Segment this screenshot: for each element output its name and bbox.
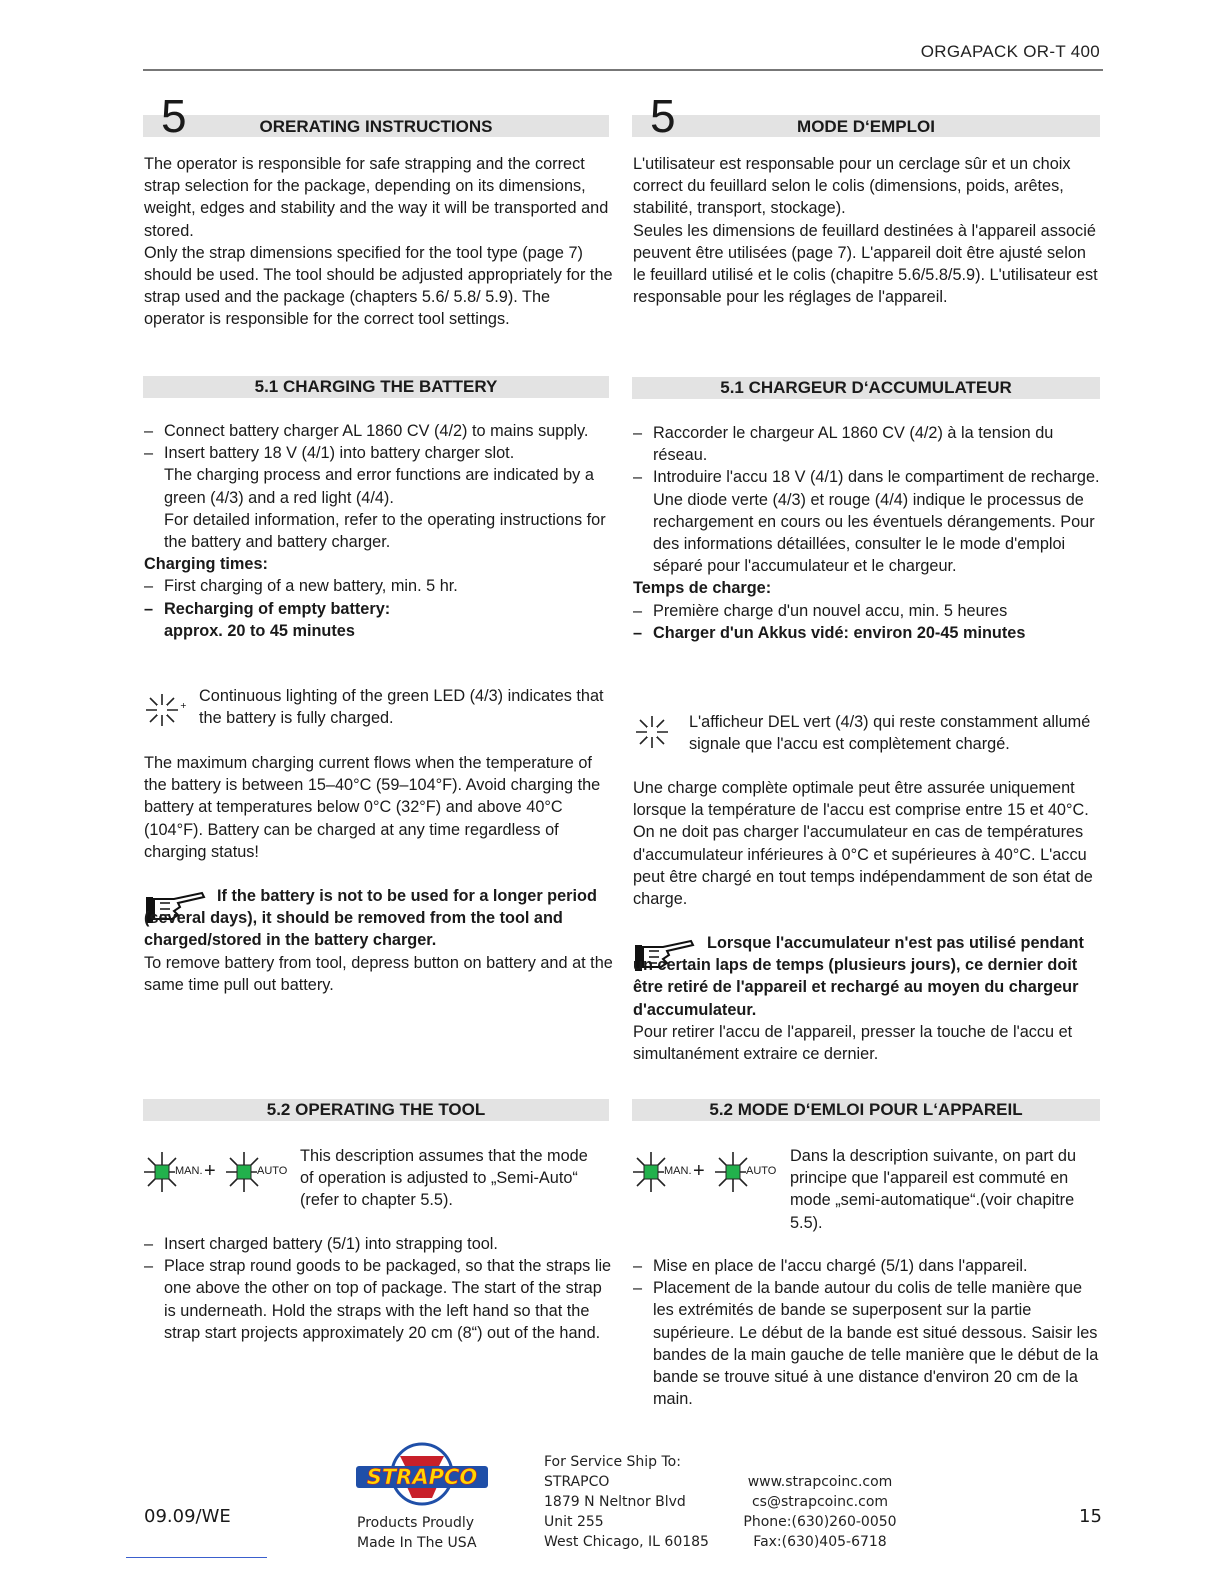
left-mode-indicators (142, 1148, 302, 1198)
document-header-title: ORGAPACK OR-T 400 (920, 42, 1100, 61)
list-item: – Première charge d'un nouvel accu, min. 5 heures (633, 600, 1103, 622)
right-chapter-header (632, 90, 1100, 142)
ship-to-line: For Service Ship To: (544, 1454, 681, 1470)
footer-slogan (357, 1513, 477, 1553)
svg-text:+: + (180, 701, 187, 710)
left-section-5-2-body (144, 1233, 614, 1344)
right-mode-indicators (631, 1148, 791, 1198)
list-item: – Place strap round goods to be packaged, so that the straps lie one above the other on top of package. The start of the strap is underneath. Hold the straps with the left hand so that the strap start projects approximately 20 cm (8“) out of the hand. (144, 1255, 614, 1344)
auto-label: AUTO (257, 1165, 288, 1177)
right-charging-times-label: Temps de charge: (633, 579, 772, 598)
right-intro-paragraph: Seules les dimensions de feuillard destinées à l'appareil associé peuvent être utilisées (page 7). L'appareil doit être ajusté selon le feuillard utilisé et le colis (chapitre 5.6/5.8/5.9). L'utilisateur est responsable pour les réglages de l'appareil. (633, 221, 1098, 307)
list-item-bold: – Charger d'un Akkus vidé: environ 20-45 minutes (633, 622, 1103, 644)
right-chapter-number: 5 (650, 90, 676, 142)
left-section-5-1-title: 5.1 CHARGING THE BATTERY (143, 376, 609, 398)
footer-date: 09.09/WE (144, 1506, 231, 1527)
right-section-5-2-body (633, 1255, 1103, 1410)
led-blink-icon (632, 712, 672, 752)
header-rule (143, 69, 1103, 71)
left-chapter-title: ORERATING INSTRUCTIONS (259, 117, 493, 136)
list-item: – Insert battery 18 V (4/1) into battery charger slot. (144, 442, 614, 464)
ship-to-line: 1879 N Neltnor Blvd (544, 1494, 686, 1510)
footer-ship-to (544, 1452, 709, 1552)
left-chapter-number: 5 (161, 90, 187, 142)
man-label: MAN. (175, 1165, 203, 1177)
plus-sign: + (693, 1160, 705, 1182)
contact-website: www.strapcoinc.com (747, 1474, 893, 1490)
left-max-current-text: The maximum charging current flows when the temperature of the battery is between 15–40°C (59–104°F). Avoid charging the battery at temperatures below 0°C (32°F) and above 40°C (104°F). Battery can be charged at any time regardless of charging status! (144, 754, 601, 861)
right-mode-description: Dans la description suivante, on part du principe que l'appareil est commuté en mode „semi-automatique“.(voir chapitre 5.5). (790, 1147, 1076, 1232)
right-section-5-1-title: 5.1 CHARGEUR D‘ACCUMULATEUR (632, 377, 1100, 399)
strapco-logo (352, 1440, 492, 1510)
list-item: – Connect battery charger AL 1860 CV (4/2) to mains supply. (144, 420, 614, 442)
page-number: 15 (1079, 1506, 1102, 1527)
auto-label: AUTO (746, 1165, 777, 1177)
list-item: – Placement de la bande autour du colis de telle manière que les extrémités de bande se superposent sur la partie supérieure. Le début de la bande est situé dessous. Saisir les bandes de la main gauche de telle manière que le début de la bande se trouve situé à une distance d'environ 20 cm de la main. (633, 1277, 1103, 1410)
recharge-duration: approx. 20 to 45 minutes (164, 621, 355, 640)
left-note-bold: If the battery is not to be used for a longer period (several days), it should be removed from the tool and charged/stored in the battery charger. (144, 887, 597, 950)
left-charging-process-text: The charging process and error functions are indicated by a green (4/3) and a red light (4/4). (164, 466, 594, 507)
right-charging-process-text: Une diode verte (4/3) et rouge (4/4) indique le processus de rechargement en cours ou les éventuels dérangements. Pour des informations détaillées, consulter le le mode d'emploi séparé pour l'accumulateur et le chargeur. (653, 490, 1095, 576)
footer-contact (735, 1472, 905, 1552)
list-item: – Raccorder le chargeur AL 1860 CV (4/2) à la tension du réseau. (633, 422, 1103, 466)
right-max-current-text: Une charge complète optimale peut être assurée uniquement lorsque la température de l'accu est comprise entre 15 et 40°C. On ne doit pas charger l'accumulateur en cas de températures d'accumulateur inférieures à 0°C et supérieures à 40°C. L'accu peut être chargé en tout temps indépendamment de son état de charge. (633, 779, 1093, 909)
left-chapter-header (143, 90, 609, 142)
right-note-bold: Lorsque l'accumulateur n'est pas utilisé pendant un certain laps de temps (plusieurs jours), ce dernier doit être retiré de l'appareil et rechargé au moyen du chargeur d'accumulateur. (633, 934, 1084, 1019)
left-section-5-2-title: 5.2 OPERATING THE TOOL (143, 1099, 609, 1121)
left-mode-description: This description assumes that the mode of operation is adjusted to „Semi-Auto“ (refer to chapter 5.5). (300, 1147, 588, 1210)
left-charging-times-label: Charging times: (144, 555, 268, 574)
left-led-note: Continuous lighting of the green LED (4/3) indicates that the battery is fully charged. (199, 687, 604, 728)
slogan-line: Made In The USA (357, 1535, 477, 1551)
contact-email: cs@strapcoinc.com (751, 1494, 889, 1510)
left-intro-paragraph: Only the strap dimensions specified for the tool type (page 7) should be used. The tool should be adjusted appropriately for the strap used and the package (chapters 5.6/ 5.8/ 5.9). The operator is responsible for the correct tool settings. (144, 243, 613, 329)
ship-to-line: STRAPCO (544, 1474, 610, 1490)
led-blink-icon (142, 690, 187, 730)
list-item: – Insert charged battery (5/1) into strapping tool. (144, 1233, 614, 1255)
plus-sign: + (204, 1160, 216, 1182)
man-label: MAN. (664, 1165, 692, 1177)
right-section-5-1-body (633, 422, 1103, 644)
list-item: – Mise en place de l'accu chargé (5/1) dans l'appareil. (633, 1255, 1103, 1277)
right-note-plain: Pour retirer l'accu de l'appareil, presser la touche de l'accu et simultanément extraire ce dernier. (633, 1022, 1073, 1064)
right-section-5-2-title: 5.2 MODE D‘EMLOI POUR L‘APPAREIL (632, 1099, 1100, 1121)
right-note-block (633, 932, 1103, 1065)
right-intro-paragraph: L'utilisateur est responsable pour un cerclage sûr et un choix correct du feuillard selon le colis (dimensions, poids, arêtes, stabilité, transport, stockage). (633, 155, 1071, 218)
slogan-line: Products Proudly (357, 1515, 475, 1531)
left-note-block (144, 885, 614, 996)
recharge-label: Recharging of empty battery: (164, 599, 391, 618)
bottom-rule (126, 1557, 267, 1558)
contact-phone: Phone:(630)260-0050 (743, 1514, 897, 1530)
list-item: – First charging of a new battery, min. 5 hr. (144, 575, 614, 597)
right-intro (633, 153, 1103, 308)
left-section-5-1-body (144, 420, 614, 642)
left-intro (144, 153, 614, 331)
right-chapter-title: MODE D‘EMPLOI (797, 117, 935, 136)
left-intro-paragraph: The operator is responsible for safe strapping and the correct strap selection for the package, depending on its dimensions, weight, edges and stability and the way it will be transported and stored. (144, 155, 609, 240)
left-note-plain: To remove battery from tool, depress button on battery and at the same time pull out battery. (144, 953, 613, 994)
list-item-bold (144, 598, 614, 642)
list-item: – Introduire l'accu 18 V (4/1) dans le compartiment de recharge. (633, 466, 1103, 488)
ship-to-line: Unit 255 (544, 1514, 604, 1530)
contact-fax: Fax:(630)405-6718 (753, 1534, 887, 1550)
logo-text: STRAPCO (366, 1465, 478, 1489)
right-led-note: L'afficheur DEL vert (4/3) qui reste constamment allumé signale que l'accu est complètement chargé. (689, 713, 1091, 754)
ship-to-line: West Chicago, IL 60185 (544, 1534, 709, 1550)
left-detailed-info-text: For detailed information, refer to the operating instructions for the battery and battery charger. (164, 510, 606, 552)
